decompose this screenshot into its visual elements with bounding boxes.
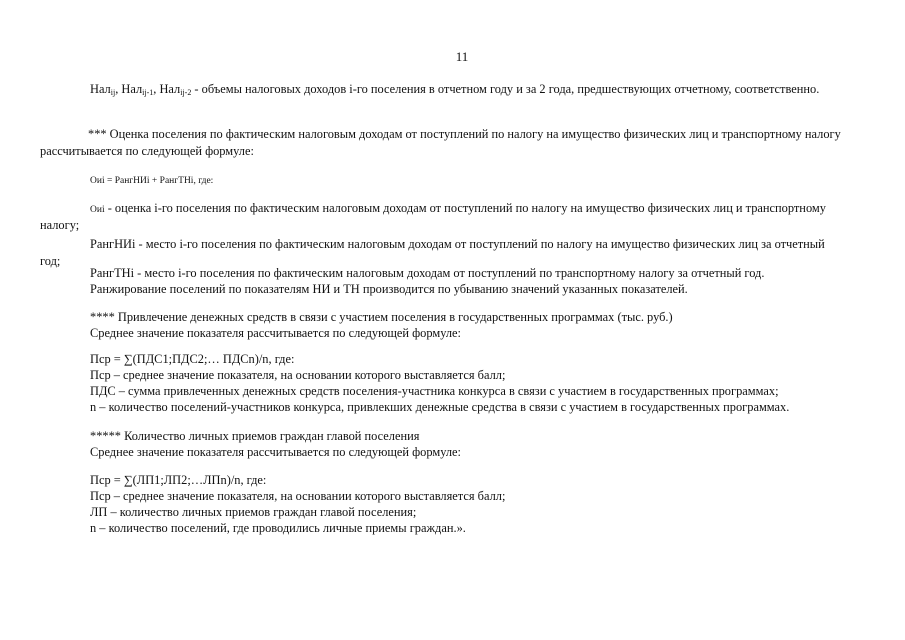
note4-title: **** Привлечение денежных средств в связи с участием поселения в государственных программах (тыс. руб.) bbox=[90, 310, 673, 324]
nal-symbol-2: Нал bbox=[121, 82, 143, 96]
separator: , bbox=[115, 82, 122, 96]
def-tn bbox=[90, 266, 764, 281]
separator: , bbox=[153, 82, 160, 96]
note4-formula: Пср = ∑(ПДС1;ПДС2;… ПДСn)/n, где: bbox=[90, 352, 295, 366]
note5-formula: Пср = ∑(ЛП1;ЛП2;…ЛПn)/n, где: bbox=[90, 473, 267, 487]
def-oi-text: - оценка i-го поселения по фактическим налоговым доходам от поступлений по налогу на имущество физических лиц и транспортному bbox=[104, 201, 826, 215]
note4-def3: n – количество поселений-участников конкурса, привлекших денежные средства в связи с участием в государственных программах. bbox=[90, 400, 790, 414]
formula-oi bbox=[90, 174, 213, 189]
note4-def1: Пср – среднее значение показателя, на основании которого выставляется балл; bbox=[90, 368, 506, 382]
formula-plus: + bbox=[149, 176, 160, 186]
nal-subscript-1: ij bbox=[110, 88, 116, 97]
nal-symbol-1: Нал bbox=[90, 82, 111, 96]
def-oi-line1 bbox=[90, 201, 826, 218]
def-ni-text: - место i-го поселения по фактическим налоговым доходам от поступлений по налогу на имущество физических лиц за отчетный bbox=[135, 237, 825, 251]
formula-oi-lhs: Оиi bbox=[90, 176, 105, 186]
def-oi-line2: налогу; bbox=[40, 218, 80, 232]
nal-definition bbox=[90, 82, 819, 97]
def-ni-symbol: РангНИi bbox=[90, 237, 136, 251]
nal-subscript-2: ij-1 bbox=[142, 88, 154, 97]
def-tn-symbol: РангТНi bbox=[90, 266, 135, 280]
ranking-note: Ранжирование поселений по показателям НИ и ТН производится по убыванию значений указанных показателей. bbox=[90, 282, 688, 296]
note3-line1: *** Оценка поселения по фактическим налоговым доходам от поступлений по налогу на имущество физических лиц и транспортному налогу bbox=[88, 127, 841, 141]
note5-def1: Пср – среднее значение показателя, на основании которого выставляется балл; bbox=[90, 489, 506, 503]
note5-def3: n – количество поселений, где проводились личные приемы граждан.». bbox=[90, 521, 466, 535]
note4-def2: ПДС – сумма привлеченных денежных средств поселения-участника конкурса в связи с участием в государственных программах; bbox=[90, 384, 779, 398]
def-ni-line1 bbox=[90, 237, 825, 252]
formula-rank-tn: РангТНi bbox=[159, 176, 194, 186]
formula-rank-ni: РангНИi bbox=[114, 176, 150, 186]
note4-subtitle: Среднее значение показателя рассчитывается по следующей формуле: bbox=[90, 326, 461, 340]
page-number: 11 bbox=[455, 49, 469, 64]
note5-def2: ЛП – количество личных приемов граждан главой поселения; bbox=[90, 505, 417, 519]
def-oi-symbol: Оиi bbox=[90, 205, 105, 215]
nal-description: - объемы налоговых доходов i-го поселения в отчетном году и за 2 года, предшествующих отчетному, соответственно. bbox=[191, 82, 820, 96]
formula-equals: = bbox=[104, 176, 115, 186]
note5-subtitle: Среднее значение показателя рассчитывается по следующей формуле: bbox=[90, 445, 461, 459]
nal-symbol-3: Нал bbox=[159, 82, 181, 96]
note3-line2: рассчитывается по следующей формуле: bbox=[40, 144, 254, 158]
nal-subscript-3: ij-2 bbox=[180, 88, 192, 97]
note5-title: ***** Количество личных приемов граждан главой поселения bbox=[90, 429, 420, 443]
formula-tail: , где: bbox=[193, 176, 214, 186]
def-ni-line2: год; bbox=[40, 254, 61, 268]
def-tn-text: - место i-го поселения по фактическим налоговым доходам от поступлений по транспортному налогу за отчетный год. bbox=[134, 266, 765, 280]
